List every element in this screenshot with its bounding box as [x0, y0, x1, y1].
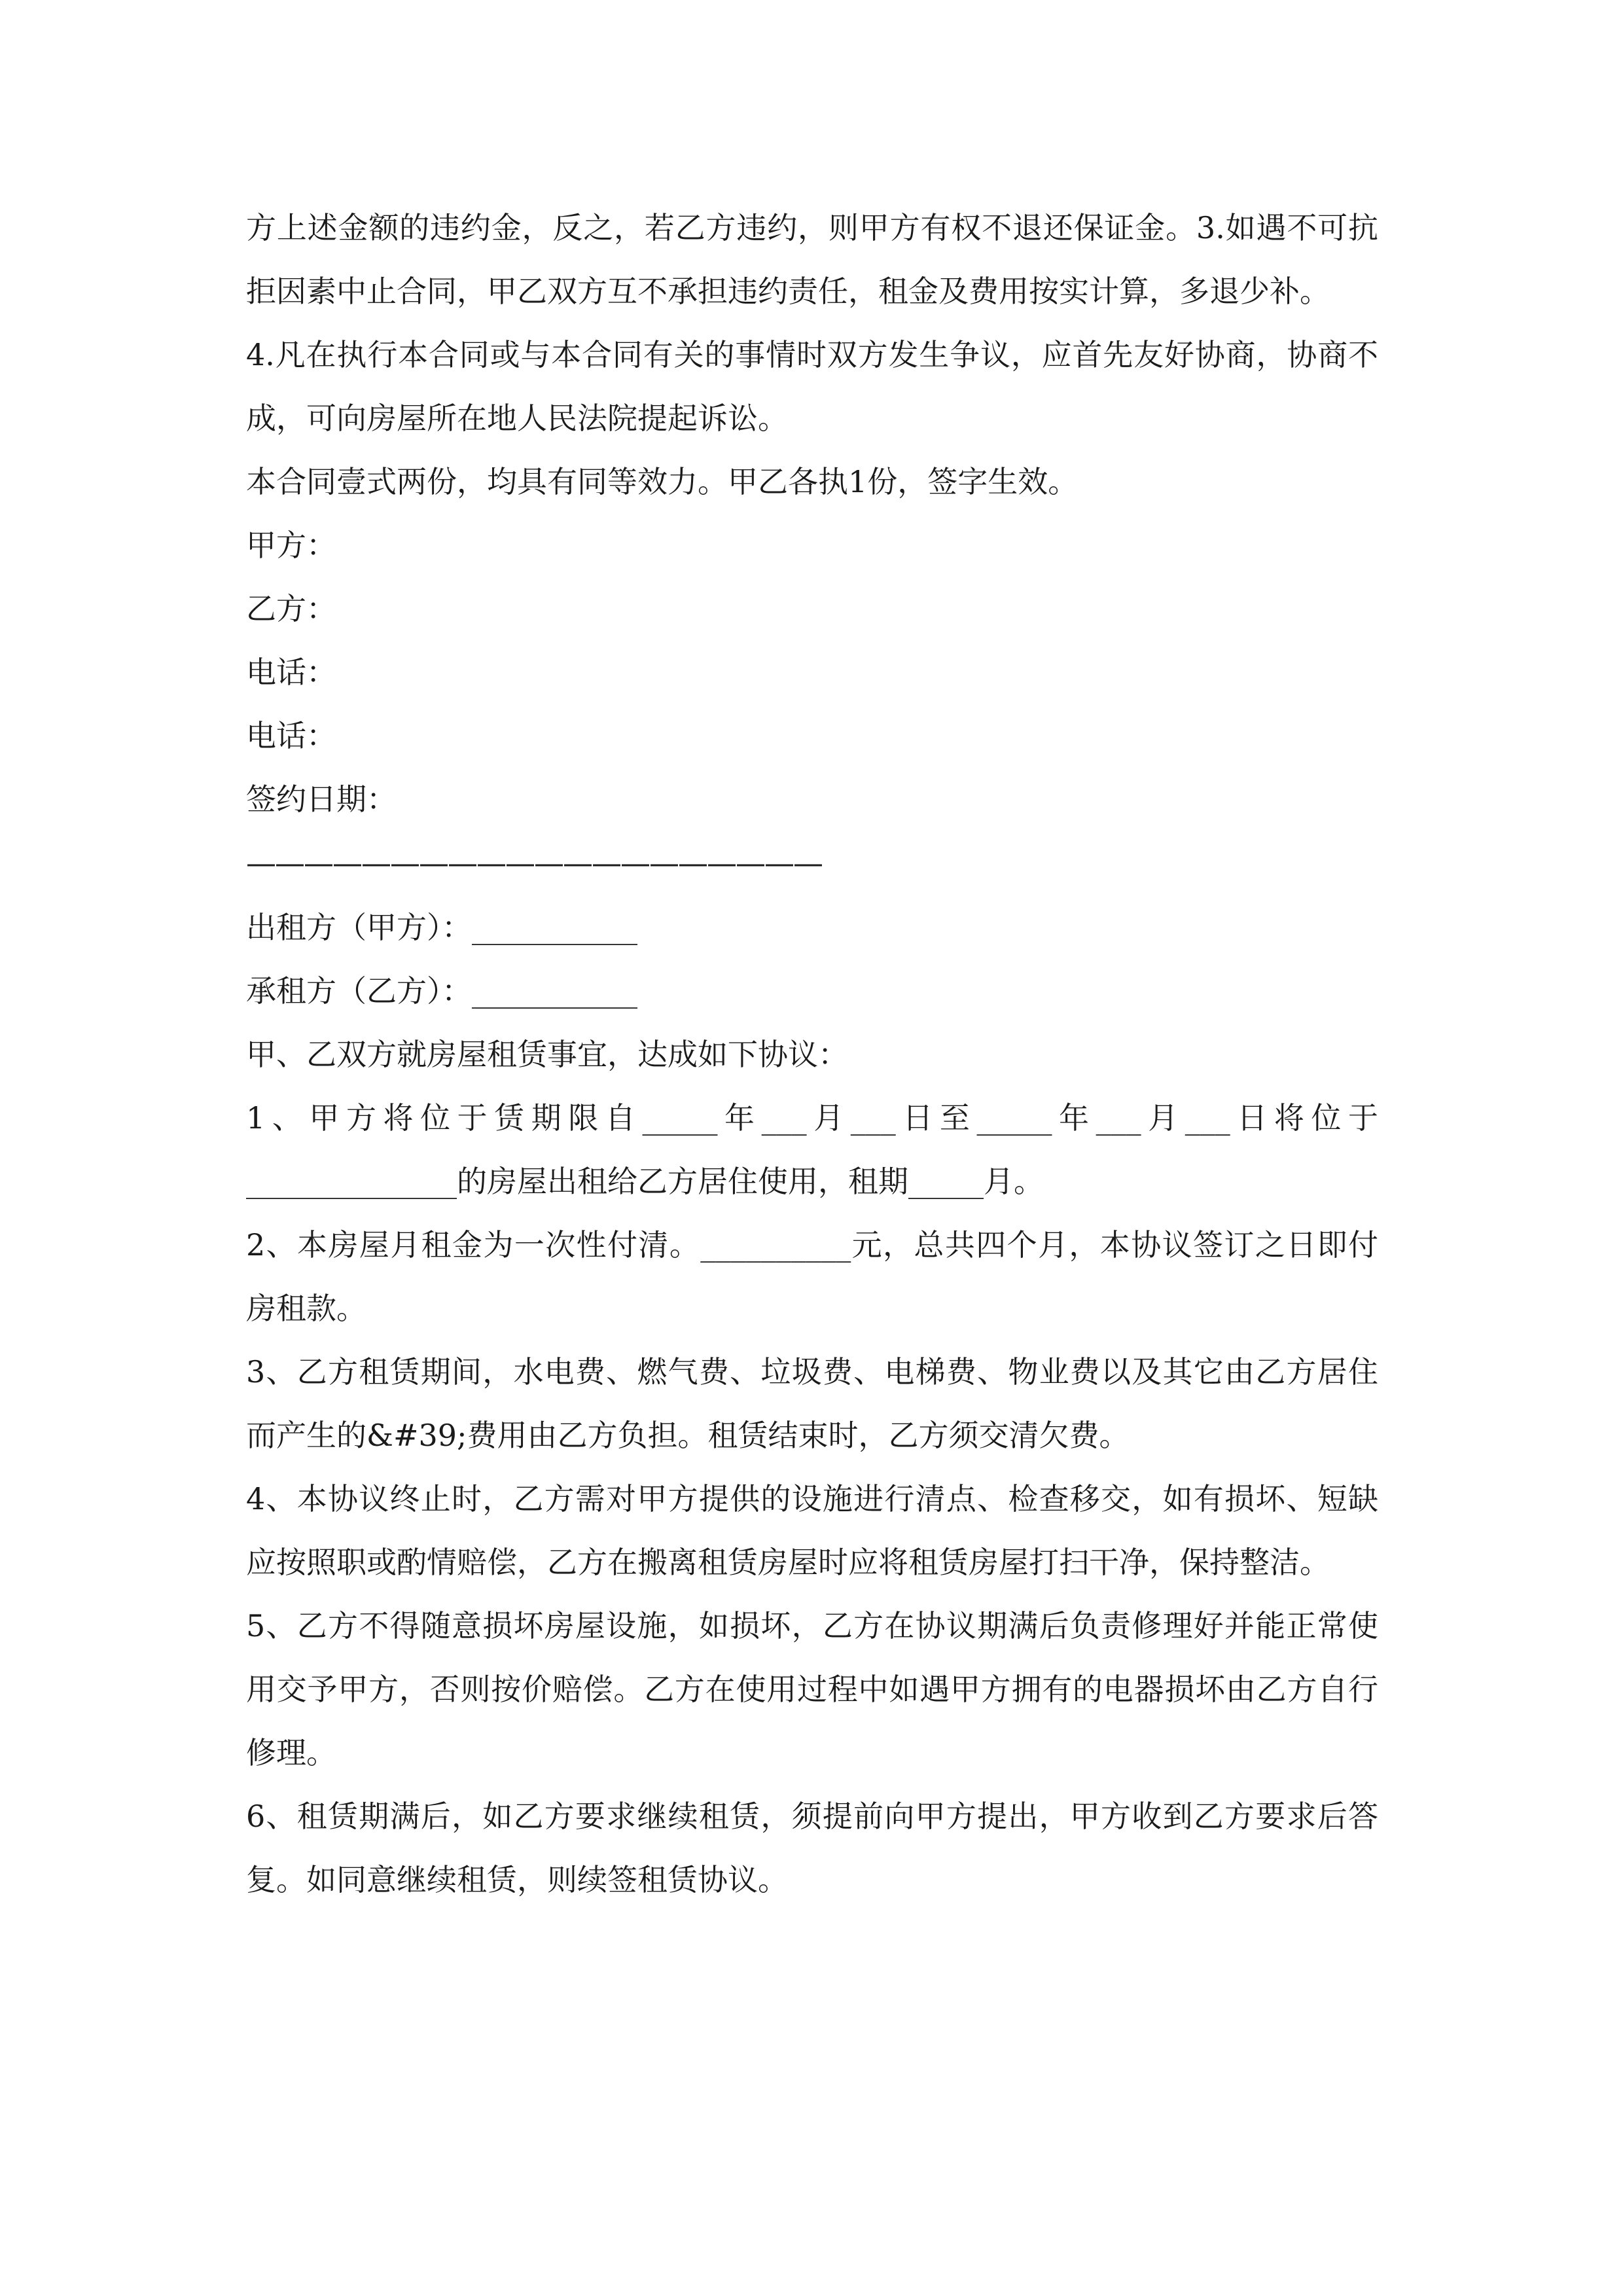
signature-party-b: 乙方： [246, 591, 336, 626]
clause-3: 3、乙方租赁期间，水电费、燃气费、垃圾费、电梯费、物业费以及其它由乙方居住而产生的&#39;费用由乙方负担。租赁结束时，乙方须交清欠费。 [246, 1354, 1378, 1453]
paragraph-breach-penalty: 方上述金额的违约金，反之，若乙方违约，则甲方有权不退还保证金。3.如遇不可抗拒因素中止合同，甲乙双方互不承担违约责任，租金及费用按实计算，多退少补。 [246, 210, 1378, 309]
lessee-line: 承租方（乙方）：___________ [246, 973, 637, 1009]
section-divider: ———————————————————— [246, 845, 822, 880]
signature-date: 签约日期： [246, 781, 397, 817]
paragraph-dispute-resolution: 4.凡在执行本合同或与本合同有关的事情时双方发生争议，应首先友好协商，协商不成，可向房屋所在地人民法院提起诉讼。 [246, 337, 1378, 436]
signature-party-a: 甲方： [246, 528, 336, 563]
signature-phone-b: 电话： [246, 718, 336, 753]
clause-2: 2、本房屋月租金为一次性付清。__________元，总共四个月，本协议签订之日即付房租款。 [246, 1227, 1378, 1326]
clause-1: 1、甲方将位于赁期限自_____年___月___日至_____年___月___日将位于______________的房屋出租给乙方居住使用，租期_____月。 [246, 1100, 1378, 1199]
document-page [246, 196, 1378, 1912]
clause-6: 6、租赁期满后，如乙方要求继续租赁，须提前向甲方提出，甲方收到乙方要求后答复。如同意继续租赁，则续签租赁协议。 [246, 1799, 1378, 1897]
lessor-line: 出租方（甲方）：___________ [246, 910, 637, 945]
signature-phone-a: 电话： [246, 655, 336, 690]
clause-4: 4、本协议终止时，乙方需对甲方提供的设施进行清点、检查移交，如有损坏、短缺应按照职或酌情赔偿，乙方在搬离租赁房屋时应将租赁房屋打扫干净，保持整洁。 [246, 1481, 1378, 1580]
paragraph-copies: 本合同壹式两份，均具有同等效力。甲乙各执1份，签字生效。 [246, 464, 1079, 499]
agreement-intro: 甲、乙双方就房屋租赁事宜，达成如下协议： [246, 1037, 848, 1072]
clause-5: 5、乙方不得随意损坏房屋设施，如损坏，乙方在协议期满后负责修理好并能正常使用交予甲方，否则按价赔偿。乙方在使用过程中如遇甲方拥有的电器损坏由乙方自行修理。 [246, 1608, 1378, 1770]
